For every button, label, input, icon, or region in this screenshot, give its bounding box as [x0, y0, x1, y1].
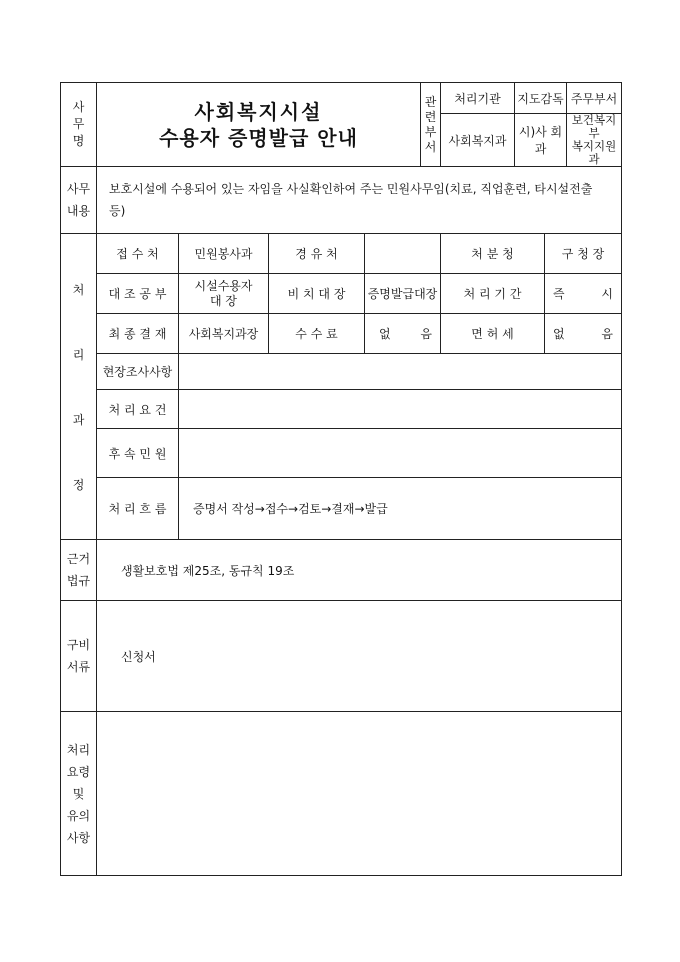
disposition-value: 구 청 장	[545, 234, 622, 274]
head-main-dept: 주무부서	[567, 83, 622, 114]
flow-value: 증명서 작성→접수→검토→결재→발급	[179, 478, 622, 540]
title-line-1: 사회복지시설	[194, 99, 323, 124]
followup-value	[179, 429, 622, 478]
period-value-b: 시	[601, 287, 613, 301]
followup-label: 후 속 민 원	[97, 429, 179, 478]
via-label: 경 유 처	[269, 234, 365, 274]
kept-ledger-value: 증명발급대장	[365, 274, 441, 314]
duty-label: 사무 내용	[61, 167, 97, 234]
notes-label: 처리 요령 및 유의 사항	[61, 712, 97, 876]
site-survey-value	[179, 354, 622, 390]
final-approval-value: 사회복지과장	[179, 314, 269, 354]
value-processing-agency: 사회복지과	[441, 114, 515, 167]
fee-value-a: 없	[379, 327, 391, 341]
value-main-dept: 보건복지부 복지지원과	[567, 114, 622, 167]
license-tax-value	[545, 314, 622, 354]
process-side-label	[61, 234, 97, 540]
related-dept-label: 관 련 부 서	[421, 83, 441, 167]
requirements-label: 처 리 요 건	[97, 390, 179, 429]
ledger-value: 시설수용자 대 장	[179, 274, 269, 314]
final-approval-label: 최 종 결 재	[97, 314, 179, 354]
via-value	[365, 234, 441, 274]
period-label: 처 리 기 간	[441, 274, 545, 314]
title-line-2: 수용자 증명발급 안내	[159, 125, 358, 150]
fee-value-b: 음	[420, 327, 432, 341]
process-char-2: 리	[72, 347, 85, 362]
license-tax-value-a: 없	[553, 327, 565, 341]
docs-text: 신청서	[97, 601, 622, 712]
period-value	[545, 274, 622, 314]
fee-value	[365, 314, 441, 354]
site-survey-label: 현장조사사항	[97, 354, 179, 390]
process-char-3: 과	[72, 412, 85, 427]
kept-ledger-label: 비 치 대 장	[269, 274, 365, 314]
notes-text	[97, 712, 622, 876]
ledger-label: 대 조 공 부	[97, 274, 179, 314]
license-tax-value-b: 음	[601, 327, 613, 341]
office-name-label: 사 무 명	[61, 83, 97, 167]
notice-form	[60, 82, 622, 876]
process-char-4: 정	[72, 477, 85, 492]
period-value-a: 즉	[553, 287, 565, 301]
requirements-value	[179, 390, 622, 429]
reception-value: 민원봉사과	[179, 234, 269, 274]
head-processing-agency: 처리기관	[441, 83, 515, 114]
license-tax-label: 면 허 세	[441, 314, 545, 354]
value-supervision: 시)사 회 과	[515, 114, 567, 167]
law-label: 근거 법규	[61, 540, 97, 601]
duty-text: 보호시설에 수용되어 있는 자임을 사실확인하여 주는 민원사무임(치료, 직업훈련, 타시설전출등)	[97, 167, 622, 234]
process-char-1: 처	[72, 282, 85, 297]
head-supervision: 지도감독	[515, 83, 567, 114]
form-title	[97, 83, 421, 167]
docs-label: 구비 서류	[61, 601, 97, 712]
fee-label: 수 수 료	[269, 314, 365, 354]
disposition-label: 처 분 청	[441, 234, 545, 274]
flow-label: 처 리 흐 름	[97, 478, 179, 540]
reception-label: 접 수 처	[97, 234, 179, 274]
law-text: 생활보호법 제25조, 동규칙 19조	[97, 540, 622, 601]
